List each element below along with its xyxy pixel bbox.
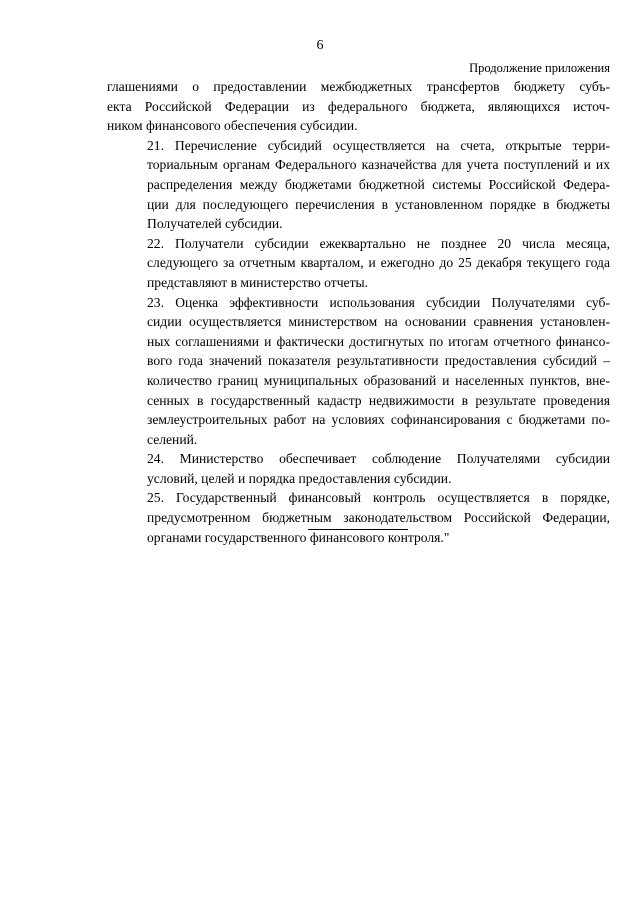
text-line: сидии осуществляется министерством на основании сравнения установлен- (147, 314, 610, 330)
paragraph-24 (107, 449, 610, 488)
text-line: распределения между бюджетами бюджетной системы Российской Федера- (147, 176, 610, 192)
text-line: ных соглашениями и фактически достигнутых по итогам отчетного финансо- (147, 333, 610, 349)
text-line: 24. Министерство обеспечивает соблюдение Получателями субсидии (147, 451, 610, 467)
text-line: землеустроительных работ на условиях софинансирования с бюджетами по- (147, 412, 610, 428)
text-line: ториальным органам Федерального казначейства для учета поступлений и их (147, 157, 610, 173)
text-line: 21. Перечисление субсидий осуществляется на счета, открытые терри- (147, 137, 610, 153)
text-line: Получателей субсидии. (147, 216, 283, 232)
paragraph-23 (107, 293, 610, 450)
paragraph-25 (107, 488, 610, 547)
text-line: следующего за отчетным кварталом, и ежегодно до 25 декабря текущего года (147, 255, 610, 271)
text-line: глашениями о предоставлении межбюджетных трансфертов бюджету субъ- (107, 79, 610, 94)
page-number: 6 (316, 38, 324, 53)
text-line: 25. Государственный финансовый контроль осуществляется в порядке, (147, 490, 610, 506)
text-line: условий, целей и порядка предоставления субсидии. (147, 470, 452, 486)
document-body (107, 77, 610, 547)
text-line: 23. Оценка эффективности использования субсидии Получателями суб- (147, 294, 610, 310)
text-line: органами государственного финансового контроля." (147, 529, 450, 545)
text-line: екта Российской Федерации из федерального бюджета, являющихся источ- (107, 98, 610, 114)
text-line: ником финансового обеспечения субсидии. (107, 118, 358, 134)
paragraph-continuation (107, 77, 610, 136)
paragraph-22 (107, 234, 610, 293)
text-line: ции для последующего перечисления в установленном порядке в бюджеты (147, 196, 610, 212)
header-note: Продолжение приложения (469, 61, 610, 75)
end-divider-line (308, 529, 408, 530)
text-line: количество границ муниципальных образований и населенных пунктов, вне- (147, 372, 610, 388)
text-line: селений. (147, 431, 198, 447)
text-line: вого года значений показателя результативности предоставления субсидий – (147, 353, 610, 369)
text-line: предусмотренном бюджетным законодательством Российской Федерации, (147, 510, 610, 526)
text-line: представляют в министерство отчеты. (147, 274, 369, 290)
text-line: 22. Получатели субсидии ежеквартально не позднее 20 числа месяца, (147, 235, 610, 251)
text-line: сенных в государственный кадастр недвижимости в результате проведения (147, 392, 610, 408)
paragraph-21 (107, 136, 610, 234)
